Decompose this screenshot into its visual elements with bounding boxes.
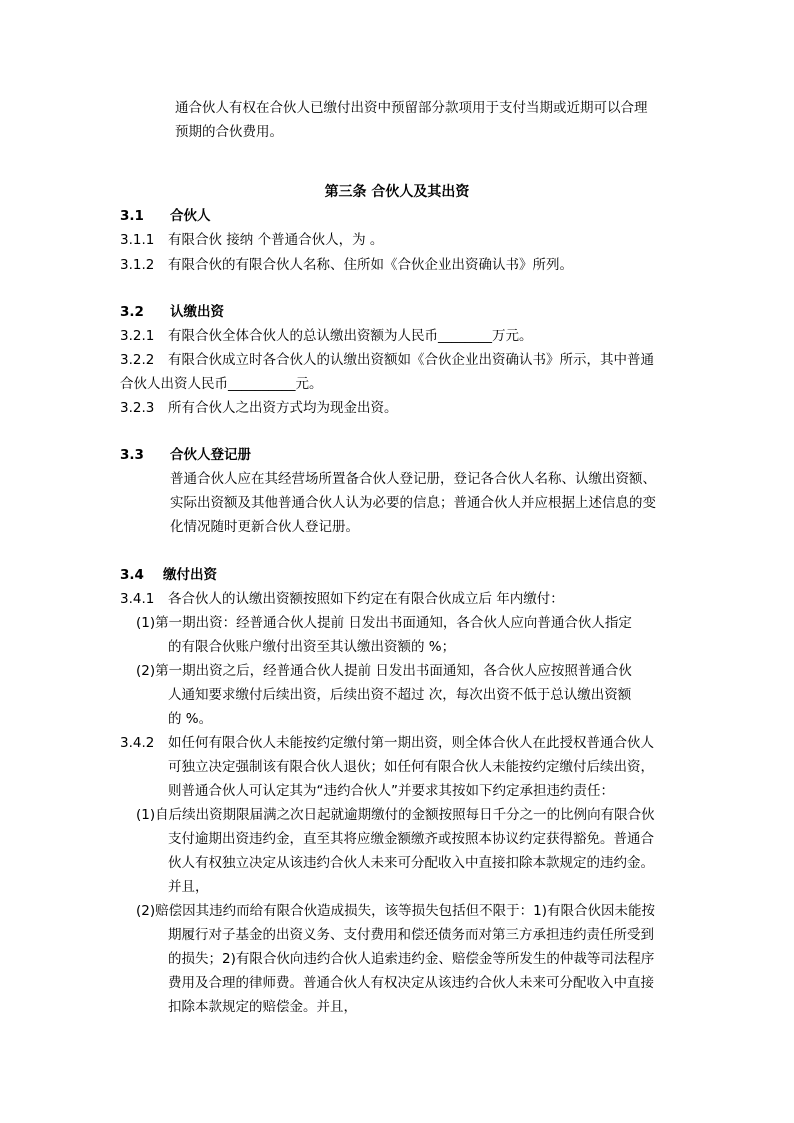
clause-number: 3.2.1 [120,328,155,344]
clause-text: 有限合伙的有限合伙人名称、住所如《合伙企业出资确认书》所列。 [168,257,573,273]
section-heading: 认缴出资 [170,304,224,320]
clause-text: 如任何有限合伙人未能按约定缴付第一期出资，则全体合伙人在此授权普通合伙人 [168,735,654,751]
sub-item-line: 人通知要求缴付后续出资，后续出资不超过 次，每次出资不低于总认缴出资额 [168,687,632,703]
intro-line: 预期的合伙费用。 [175,124,283,140]
paragraph-line: 化情况随时更新合伙人登记册。 [170,519,359,535]
clause-text: 所有合伙人之出资方式均为现金出资。 [168,400,398,416]
clause-number: 3.2.2 [120,352,155,368]
section-number: 3.2 [120,304,144,320]
section-number: 3.4 [120,567,144,583]
section-heading: 缴付出资 [163,567,217,583]
clause-text-continued: 则普通合伙人可认定其为“违约合伙人”并要求其按如下约定承担违约责任： [168,783,614,799]
clause-text: 有限合伙成立时各合伙人的认缴出资额如《合伙企业出资确认书》所示，其中普通 [168,352,654,368]
clause-text: 各合伙人的认缴出资额按照如下约定在有限合伙成立后 年内缴付： [168,591,564,607]
sub-item-line: 的有限合伙账户缴付出资至其认缴出资额的 %； [168,639,456,655]
clause-text: 有限合伙全体合伙人的总认缴出资额为人民币________万元。 [168,328,533,344]
clause-text-continued: 合伙人出资人民币__________元。 [120,376,323,392]
clause-number: 3.2.3 [120,400,155,416]
clause-number: 3.1.2 [120,257,155,273]
sub-item-line: (1)自后续出资期限届满之次日起就逾期缴付的金额按照每日千分之一的比例向有限合伙 [136,807,655,823]
paragraph-line: 普通合伙人应在其经营场所置备合伙人登记册，登记各合伙人名称、认缴出资额、 [170,471,656,487]
sub-item-line: 并且， [168,879,209,895]
section-heading: 合伙人登记册 [170,447,251,463]
section-number: 3.1 [120,208,144,224]
section-heading: 合伙人 [170,208,211,224]
clause-text-continued: 可独立决定强制该有限合伙人退伙；如任何有限合伙人未能按约定缴付后续出资， [168,759,654,775]
sub-item-line: 支付逾期出资违约金，直至其将应缴金额缴齐或按照本协议约定获得豁免。普通合 [168,831,654,847]
sub-item-line: 的损失；2)有限合伙向违约合伙人追索违约金、赔偿金等所发生的仲裁等司法程序 [168,951,655,967]
sub-item-line: 扣除本款规定的赔偿金。并且， [168,999,357,1015]
sub-item-line: 费用及合理的律师费。普通合伙人有权决定从该违约合伙人未来可分配收入中直接 [168,975,654,991]
clause-number: 3.4.1 [120,591,155,607]
clause-text: 有限合伙 接纳 个普通合伙人，为 。 [168,232,384,248]
section-number: 3.3 [120,447,144,463]
sub-item-line: (2)第一期出资之后，经普通合伙人提前 日发出书面通知，各合伙人应按照普通合伙 [136,663,632,679]
sub-item-line: (1)第一期出资：经普通合伙人提前 日发出书面通知，各合伙人应向普通合伙人指定 [136,615,632,631]
clause-number: 3.4.2 [120,735,155,751]
intro-line: 通合伙人有权在合伙人已缴付出资中预留部分款项用于支付当期或近期可以合理 [175,100,648,116]
article-title: 第三条 合伙人及其出资 [324,184,470,200]
sub-item-line: 的 %。 [168,711,213,727]
clause-number: 3.1.1 [120,232,155,248]
sub-item-line: 期履行对子基金的出资义务、支付费用和偿还债务而对第三方承担违约责任所受到 [168,927,654,943]
paragraph-line: 实际出资额及其他普通合伙人认为必要的信息；普通合伙人并应根据上述信息的变 [170,495,656,511]
sub-item-line: (2)赔偿因其违约而给有限合伙造成损失，该等损失包括但不限于：1)有限合伙因未能按 [136,903,655,919]
sub-item-line: 伙人有权独立决定从该违约合伙人未来可分配收入中直接扣除本款规定的违约金。 [168,855,654,871]
